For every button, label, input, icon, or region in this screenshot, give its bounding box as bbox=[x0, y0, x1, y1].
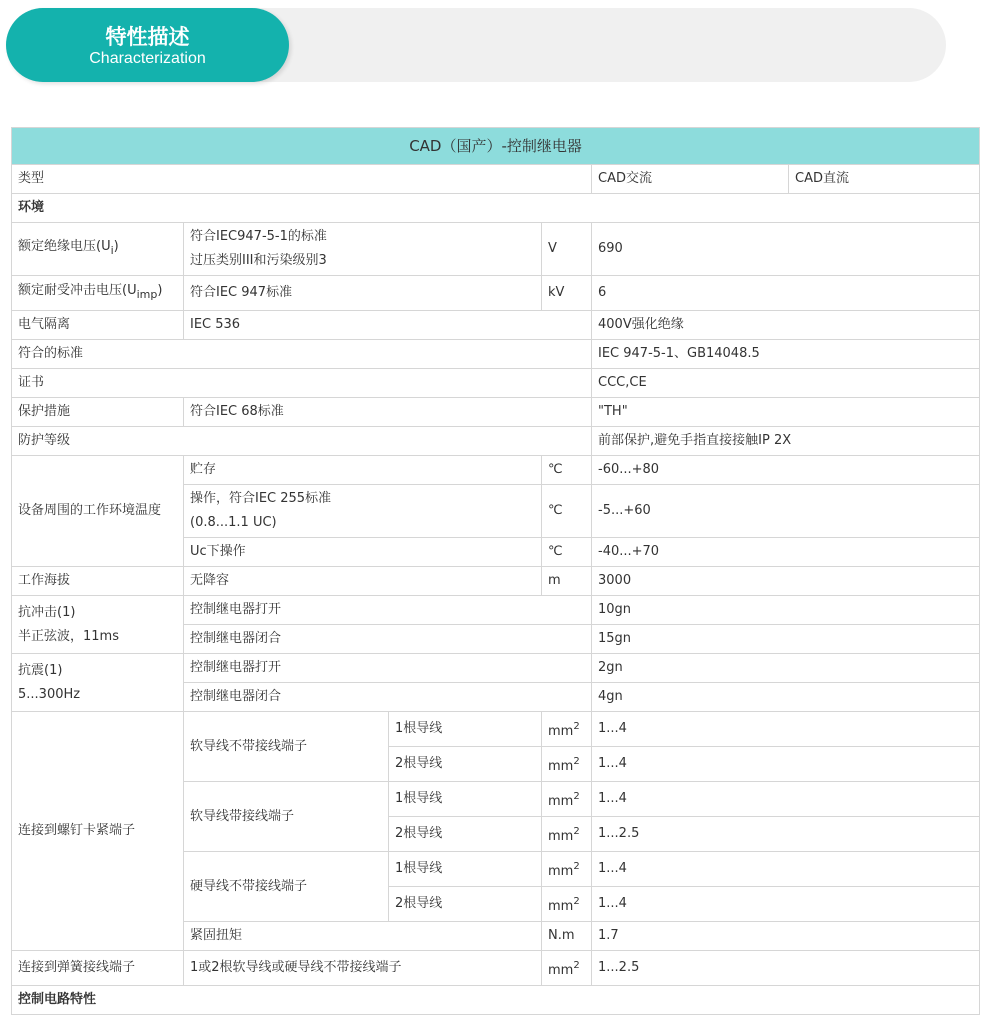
wire-count-label: 1根导线 bbox=[389, 782, 542, 817]
row-value-spring-terminal: 1...2.5 bbox=[592, 951, 980, 986]
wire-count-label: 1根导线 bbox=[389, 712, 542, 747]
unit-mm2: $mm^2$ bbox=[542, 817, 592, 852]
wire-value: 1...4 bbox=[592, 712, 980, 747]
row-value-vibration-open: 2gn bbox=[592, 654, 980, 683]
row-value-certificates: CCC,CE bbox=[592, 369, 980, 398]
row-label-insulation-voltage: 额定绝缘电压$(U_i)$ bbox=[12, 223, 184, 276]
table-row bbox=[12, 340, 980, 369]
wire-value: 1...4 bbox=[592, 887, 980, 922]
row-value-protection: "TH" bbox=[592, 398, 980, 427]
row-label-vibration: 抗震(1) 5...300Hz bbox=[12, 654, 184, 712]
row-label-protection: 保护措施 bbox=[12, 398, 184, 427]
row-desc-uc-operation: Uc下操作 bbox=[184, 538, 542, 567]
row-unit-altitude: m bbox=[542, 567, 592, 596]
col-dc-header: CAD直流 bbox=[789, 165, 980, 194]
row-value-standards: IEC 947-5-1、GB14048.5 bbox=[592, 340, 980, 369]
table-row bbox=[12, 567, 980, 596]
row-label-protection-class: 防护等级 bbox=[12, 427, 592, 456]
row-unit-uc-operation: ℃ bbox=[542, 538, 592, 567]
unit-mm2: $mm^2$ bbox=[542, 951, 592, 986]
unit-mm2: $mm^2$ bbox=[542, 782, 592, 817]
wire-group-name: 软导线不带接线端子 bbox=[184, 712, 389, 782]
row-desc-isolation: IEC 536 bbox=[184, 311, 592, 340]
row-value-shock-open: 10gn bbox=[592, 596, 980, 625]
row-label-altitude: 工作海拔 bbox=[12, 567, 184, 596]
row-value-vibration-closed: 4gn bbox=[592, 683, 980, 712]
row-desc-shock-open: 控制继电器打开 bbox=[184, 596, 592, 625]
row-desc-storage: 贮存 bbox=[184, 456, 542, 485]
row-desc-torque: 紧固扭矩 bbox=[184, 922, 542, 951]
row-unit-impulse-voltage: kV bbox=[542, 276, 592, 311]
row-label-screw-terminal: 连接到螺钉卡紧端子 bbox=[12, 712, 184, 951]
table-row bbox=[12, 369, 980, 398]
table-row bbox=[12, 951, 980, 986]
wire-count-label: 2根导线 bbox=[389, 747, 542, 782]
row-desc-spring-terminal: 1或2根软导线或硬导线不带接线端子 bbox=[184, 951, 542, 986]
section-control-circuit: 控制电路特性 bbox=[12, 986, 980, 1015]
table-row bbox=[12, 712, 980, 747]
row-desc-shock-closed: 控制继电器闭合 bbox=[184, 625, 592, 654]
row-desc-impulse-voltage: 符合IEC 947标准 bbox=[184, 276, 542, 311]
row-value-impulse-voltage: 6 bbox=[592, 276, 980, 311]
table-row bbox=[12, 654, 980, 683]
row-unit-operation: ℃ bbox=[542, 485, 592, 538]
col-ac-header: CAD交流 bbox=[592, 165, 789, 194]
row-label-ambient-temp: 设备周围的工作环境温度 bbox=[12, 456, 184, 567]
row-label-spring-terminal: 连接到弹簧接线端子 bbox=[12, 951, 184, 986]
row-desc-insulation-voltage: 符合IEC947-5-1的标准 过压类别III和污染级别3 bbox=[184, 223, 542, 276]
row-unit-insulation-voltage: V bbox=[542, 223, 592, 276]
row-desc-altitude: 无降容 bbox=[184, 567, 542, 596]
table-row bbox=[12, 223, 980, 276]
row-unit-torque: N.m bbox=[542, 922, 592, 951]
table-row bbox=[12, 311, 980, 340]
wire-value: 1...2.5 bbox=[592, 817, 980, 852]
wire-value: 1...4 bbox=[592, 782, 980, 817]
section-title-cn: 特性描述 bbox=[105, 25, 190, 49]
row-value-isolation: 400V强化绝缘 bbox=[592, 311, 980, 340]
row-label-impulse-voltage: 额定耐受冲击电压$(U_{imp})$ bbox=[12, 276, 184, 311]
row-label-isolation: 电气隔离 bbox=[12, 311, 184, 340]
row-label-certificates: 证书 bbox=[12, 369, 592, 398]
unit-mm2: $mm^2$ bbox=[542, 887, 592, 922]
row-value-operation: -5...+60 bbox=[592, 485, 980, 538]
table-title: CAD（国产）-控制继电器 bbox=[12, 128, 980, 165]
table-row bbox=[12, 276, 980, 311]
row-value-uc-operation: -40...+70 bbox=[592, 538, 980, 567]
row-value-torque: 1.7 bbox=[592, 922, 980, 951]
spec-table bbox=[11, 127, 980, 1015]
row-desc-vibration-open: 控制继电器打开 bbox=[184, 654, 592, 683]
type-label: 类型 bbox=[12, 165, 592, 194]
wire-group-name: 硬导线不带接线端子 bbox=[184, 852, 389, 922]
row-value-shock-closed: 15gn bbox=[592, 625, 980, 654]
table-row bbox=[12, 398, 980, 427]
row-label-standards: 符合的标准 bbox=[12, 340, 592, 369]
row-value-storage: -60...+80 bbox=[592, 456, 980, 485]
row-desc-vibration-closed: 控制继电器闭合 bbox=[184, 683, 592, 712]
table-row bbox=[12, 596, 980, 625]
wire-group-name: 软导线带接线端子 bbox=[184, 782, 389, 852]
row-desc-operation: 操作，符合IEC 255标准 (0.8...1.1 UC) bbox=[184, 485, 542, 538]
section-environment: 环境 bbox=[12, 194, 980, 223]
wire-count-label: 2根导线 bbox=[389, 887, 542, 922]
section-title-en: Characterization bbox=[89, 50, 206, 67]
wire-value: 1...4 bbox=[592, 852, 980, 887]
row-value-protection-class: 前部保护,避免手指直接接触IP 2X bbox=[592, 427, 980, 456]
section-header-pill bbox=[6, 8, 289, 82]
wire-count-label: 1根导线 bbox=[389, 852, 542, 887]
row-desc-protection: 符合IEC 68标准 bbox=[184, 398, 592, 427]
row-value-altitude: 3000 bbox=[592, 567, 980, 596]
unit-mm2: $mm^2$ bbox=[542, 747, 592, 782]
row-label-shock: 抗冲击(1) 半正弦波，11ms bbox=[12, 596, 184, 654]
unit-mm2: $mm^2$ bbox=[542, 852, 592, 887]
row-value-insulation-voltage: 690 bbox=[592, 223, 980, 276]
row-unit-storage: ℃ bbox=[542, 456, 592, 485]
table-row bbox=[12, 456, 980, 485]
unit-mm2: $mm^2$ bbox=[542, 712, 592, 747]
wire-count-label: 2根导线 bbox=[389, 817, 542, 852]
wire-value: 1...4 bbox=[592, 747, 980, 782]
table-row bbox=[12, 427, 980, 456]
